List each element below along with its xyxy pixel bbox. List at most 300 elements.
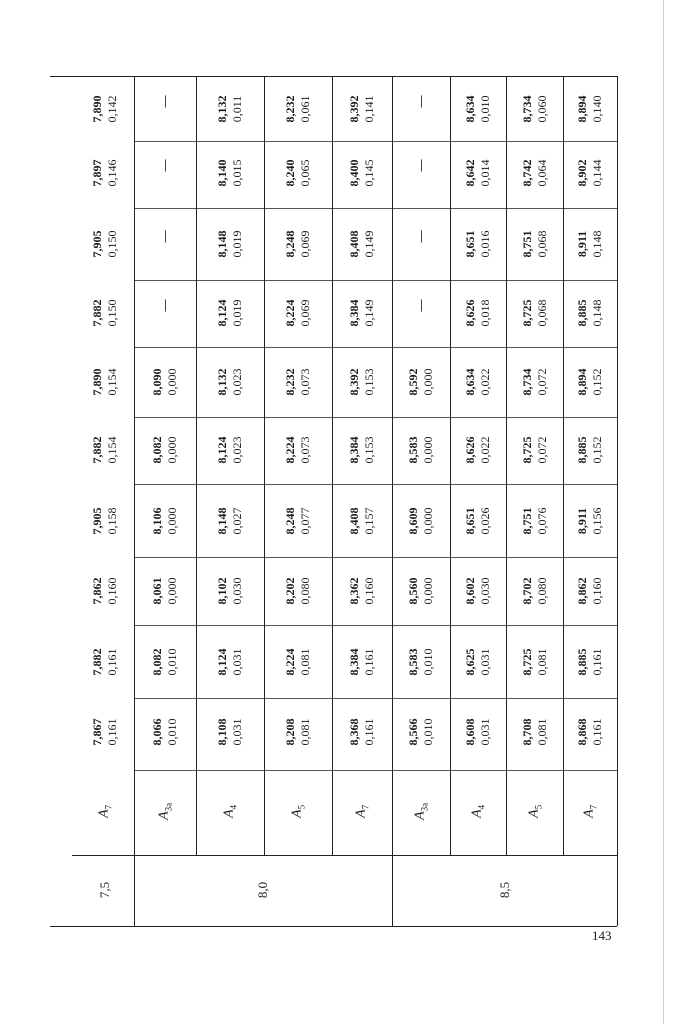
cell-primary-value: 8,609 bbox=[406, 507, 420, 535]
cell-primary-value: 8,362 bbox=[347, 577, 361, 604]
table-cell bbox=[90, 711, 120, 753]
cell-primary-value: 7,882 bbox=[90, 648, 104, 676]
cell-primary-value: 8,392 bbox=[347, 368, 361, 396]
cell-secondary-value: 0,148 bbox=[590, 299, 604, 326]
group-value-label: 7,5 bbox=[97, 881, 112, 899]
cell-primary-value: 8,224 bbox=[283, 648, 297, 676]
cell-secondary-value: 0,068 bbox=[534, 299, 549, 326]
table-cell bbox=[575, 641, 605, 683]
cell-secondary-value: 0,022 bbox=[478, 436, 492, 464]
table-cell bbox=[215, 152, 245, 194]
table-cell bbox=[520, 223, 550, 265]
table-cell bbox=[283, 429, 313, 471]
table-cell bbox=[150, 641, 180, 683]
table-cell bbox=[414, 80, 429, 122]
cell-secondary-value: 0,027 bbox=[230, 507, 244, 535]
cell-primary-value: 8,725 bbox=[519, 436, 534, 464]
table-cell bbox=[406, 429, 436, 471]
cell-secondary-value: 0,072 bbox=[534, 436, 549, 464]
cell-primary-value: 8,082 bbox=[150, 648, 164, 676]
cell-primary-value: 8,106 bbox=[150, 507, 164, 535]
cell-primary-value: 8,232 bbox=[283, 368, 297, 396]
table-cell bbox=[150, 361, 180, 403]
cell-primary-value: 8,248 bbox=[283, 230, 297, 258]
cell-secondary-value: 0,000 bbox=[421, 368, 435, 396]
cell-secondary-value: 0,018 bbox=[478, 299, 492, 326]
cell-secondary-value: 0,073 bbox=[298, 368, 312, 396]
table-cell bbox=[406, 641, 436, 683]
table-cell bbox=[283, 223, 313, 265]
cell-primary-value: 8,240 bbox=[283, 159, 297, 187]
cell-primary-value: — bbox=[413, 299, 428, 311]
cell-secondary-value: 0,153 bbox=[362, 436, 376, 464]
cell-primary-value: 8,862 bbox=[575, 577, 589, 604]
cell-primary-value: 8,148 bbox=[215, 230, 229, 258]
cell-primary-value: 8,608 bbox=[463, 718, 477, 745]
table-cell bbox=[463, 292, 493, 334]
cell-secondary-value: 0,161 bbox=[362, 718, 376, 745]
cell-secondary-value: 0,145 bbox=[362, 159, 376, 187]
column-separator-rule bbox=[134, 557, 617, 558]
table-cell bbox=[90, 223, 120, 265]
row-separator-rule bbox=[332, 76, 333, 855]
cell-secondary-value: 0,019 bbox=[230, 299, 244, 326]
table-cell bbox=[575, 292, 605, 334]
table-cell bbox=[283, 152, 313, 194]
table-cell bbox=[158, 216, 173, 258]
cell-secondary-value: 0,030 bbox=[478, 577, 492, 604]
table-cell bbox=[520, 292, 550, 334]
cell-primary-value: 8,082 bbox=[150, 436, 164, 464]
group-value-label: 8,5 bbox=[496, 881, 512, 899]
table-cell bbox=[575, 429, 605, 471]
table-cell bbox=[150, 711, 180, 753]
cell-secondary-value: 0,000 bbox=[165, 577, 179, 604]
cell-secondary-value: 0,000 bbox=[421, 507, 435, 535]
row-symbol: $A_5$ bbox=[526, 804, 543, 818]
table-cell bbox=[283, 641, 313, 683]
table-right-rule bbox=[617, 76, 618, 926]
table-cell bbox=[150, 570, 180, 612]
cell-primary-value: 8,368 bbox=[347, 718, 361, 745]
cell-secondary-value: 0,157 bbox=[362, 507, 376, 535]
column-separator-rule bbox=[134, 417, 617, 418]
cell-primary-value: 8,708 bbox=[519, 718, 534, 745]
cell-primary-value: 8,634 bbox=[463, 95, 477, 122]
cell-primary-value: 8,066 bbox=[150, 718, 164, 745]
cell-secondary-value: 0,014 bbox=[478, 159, 492, 187]
cell-primary-value: 8,592 bbox=[406, 368, 420, 396]
cell-primary-value: — bbox=[157, 299, 172, 311]
cell-secondary-value: 0,072 bbox=[534, 368, 549, 396]
cell-primary-value: 8,124 bbox=[215, 436, 229, 464]
table-cell bbox=[90, 88, 120, 130]
cell-primary-value: 8,408 bbox=[347, 507, 361, 535]
table-cell bbox=[347, 500, 377, 542]
row-symbol: $A_7$ bbox=[96, 804, 114, 818]
table-cell bbox=[90, 152, 120, 194]
cell-secondary-value: 0,150 bbox=[105, 230, 119, 258]
table-cell bbox=[463, 641, 493, 683]
cell-secondary-value: 0,148 bbox=[590, 230, 604, 258]
group-value-label: 8,0 bbox=[255, 881, 270, 899]
cell-primary-value: 8,583 bbox=[406, 436, 420, 464]
cell-primary-value: 8,902 bbox=[575, 159, 589, 187]
cell-secondary-value: 0,030 bbox=[230, 577, 244, 604]
cell-primary-value: — bbox=[413, 95, 428, 107]
table-cell bbox=[158, 145, 173, 187]
cell-secondary-value: 0,080 bbox=[534, 577, 549, 604]
cell-primary-value: 8,108 bbox=[215, 718, 229, 745]
cell-secondary-value: 0,010 bbox=[478, 95, 492, 122]
cell-primary-value: 8,124 bbox=[215, 648, 229, 676]
table-cell bbox=[463, 152, 493, 194]
table-cell bbox=[575, 711, 605, 753]
cell-secondary-value: 0,069 bbox=[298, 230, 312, 258]
cell-primary-value: 8,702 bbox=[519, 577, 534, 604]
cell-primary-value: 8,885 bbox=[575, 648, 589, 676]
row-symbol: $A_4$ bbox=[221, 804, 239, 818]
cell-primary-value: 8,148 bbox=[215, 507, 229, 535]
table-cell bbox=[414, 216, 429, 258]
cell-secondary-value: 0,161 bbox=[362, 648, 376, 676]
cell-primary-value: 8,625 bbox=[463, 648, 477, 676]
table-cell bbox=[215, 292, 245, 334]
cell-secondary-value: 0,153 bbox=[362, 368, 376, 396]
cell-primary-value: 8,392 bbox=[347, 95, 361, 122]
cell-primary-value: 7,890 bbox=[90, 95, 104, 122]
cell-primary-value: 8,885 bbox=[575, 436, 589, 464]
cell-primary-value: 8,102 bbox=[215, 577, 229, 604]
cell-secondary-value: 0,161 bbox=[105, 718, 119, 745]
table-cell bbox=[283, 711, 313, 753]
cell-primary-value: 8,602 bbox=[463, 577, 477, 604]
cell-secondary-value: 0,061 bbox=[298, 95, 312, 122]
table-cell bbox=[347, 223, 377, 265]
row-separator-rule bbox=[563, 76, 564, 855]
cell-primary-value: 8,090 bbox=[150, 368, 164, 396]
table-cell bbox=[283, 500, 313, 542]
cell-primary-value: — bbox=[157, 159, 172, 172]
table-cell bbox=[283, 88, 313, 130]
cell-secondary-value: 0,073 bbox=[298, 436, 312, 464]
cell-secondary-value: 0,081 bbox=[298, 718, 312, 745]
column-separator-rule bbox=[134, 280, 617, 281]
cell-primary-value: 8,725 bbox=[519, 648, 534, 676]
table-cell bbox=[283, 570, 313, 612]
table-cell bbox=[215, 361, 245, 403]
page-number: 143 bbox=[592, 928, 612, 943]
table-cell bbox=[215, 500, 245, 542]
cell-secondary-value: 0,081 bbox=[534, 718, 549, 745]
cell-secondary-value: 0,077 bbox=[298, 507, 312, 535]
cell-primary-value: — bbox=[413, 159, 428, 172]
row-symbol: $A_7$ bbox=[353, 804, 371, 818]
table-cell bbox=[520, 500, 550, 542]
table-cell bbox=[215, 429, 245, 471]
cell-secondary-value: 0,141 bbox=[362, 95, 376, 122]
table-cell bbox=[463, 88, 493, 130]
cell-secondary-value: 0,010 bbox=[165, 648, 179, 676]
cell-secondary-value: 0,150 bbox=[105, 299, 119, 326]
cell-secondary-value: 0,069 bbox=[298, 299, 312, 326]
table-cell bbox=[575, 570, 605, 612]
table-cell bbox=[347, 152, 377, 194]
cell-secondary-value: 0,068 bbox=[534, 230, 549, 258]
cell-primary-value: 8,885 bbox=[575, 299, 589, 326]
cell-secondary-value: 0,152 bbox=[590, 368, 604, 396]
column-separator-rule bbox=[134, 625, 617, 626]
cell-secondary-value: 0,065 bbox=[298, 159, 312, 187]
cell-primary-value: 8,583 bbox=[406, 648, 420, 676]
table-cell bbox=[215, 570, 245, 612]
cell-secondary-value: 0,000 bbox=[165, 368, 179, 396]
cell-primary-value: 8,384 bbox=[347, 299, 361, 326]
cell-secondary-value: 0,144 bbox=[590, 159, 604, 187]
cell-primary-value: 8,132 bbox=[215, 368, 229, 396]
cell-secondary-value: 0,000 bbox=[421, 436, 435, 464]
cell-secondary-value: 0,154 bbox=[105, 368, 119, 396]
cell-primary-value: 8,894 bbox=[575, 368, 589, 396]
cell-primary-value: 8,742 bbox=[519, 159, 534, 187]
cell-secondary-value: 0,000 bbox=[421, 577, 435, 604]
cell-secondary-value: 0,022 bbox=[478, 368, 492, 396]
table-cell bbox=[575, 223, 605, 265]
table-cell bbox=[347, 711, 377, 753]
table-cell bbox=[463, 361, 493, 403]
symbol-column-rule bbox=[134, 770, 617, 771]
table-cell bbox=[90, 292, 120, 334]
page-edge-shadow bbox=[663, 0, 664, 1024]
table-cell bbox=[414, 145, 429, 187]
cell-primary-value: 8,224 bbox=[283, 436, 297, 464]
column-separator-rule bbox=[134, 208, 617, 209]
table-cell bbox=[463, 429, 493, 471]
cell-secondary-value: 0,081 bbox=[534, 648, 549, 676]
cell-secondary-value: 0,000 bbox=[165, 436, 179, 464]
cell-secondary-value: 0,156 bbox=[590, 507, 604, 535]
cell-primary-value: — bbox=[157, 95, 172, 107]
cell-secondary-value: 0,160 bbox=[362, 577, 376, 604]
cell-secondary-value: 0,081 bbox=[298, 648, 312, 676]
cell-secondary-value: 0,080 bbox=[298, 577, 312, 604]
table-cell bbox=[347, 570, 377, 612]
table-cell bbox=[520, 429, 550, 471]
table-cell bbox=[215, 641, 245, 683]
cell-primary-value: 8,868 bbox=[575, 718, 589, 745]
table-cell bbox=[575, 361, 605, 403]
cell-primary-value: 8,232 bbox=[283, 95, 297, 122]
table-cell bbox=[347, 361, 377, 403]
cell-primary-value: 8,911 bbox=[575, 230, 589, 258]
cell-secondary-value: 0,160 bbox=[105, 577, 119, 604]
table-cell bbox=[520, 711, 550, 753]
cell-primary-value: 8,634 bbox=[463, 368, 477, 396]
cell-secondary-value: 0,060 bbox=[534, 95, 549, 122]
cell-secondary-value: 0,154 bbox=[105, 436, 119, 464]
table-cell bbox=[520, 152, 550, 194]
table-cell bbox=[90, 429, 120, 471]
cell-primary-value: 8,894 bbox=[575, 95, 589, 122]
cell-secondary-value: 0,023 bbox=[230, 368, 244, 396]
column-separator-rule bbox=[134, 141, 617, 142]
table-top-rule bbox=[50, 76, 617, 77]
table-cell bbox=[90, 500, 120, 542]
row-separator-rule bbox=[506, 76, 507, 855]
row-symbol: $A_{3a}$ bbox=[412, 802, 430, 820]
table-cell bbox=[520, 88, 550, 130]
cell-secondary-value: 0,160 bbox=[590, 577, 604, 604]
header-separator-rule bbox=[72, 855, 617, 856]
column-separator-rule bbox=[134, 484, 617, 485]
cell-primary-value: 7,882 bbox=[90, 299, 104, 326]
table-cell bbox=[283, 292, 313, 334]
table-cell bbox=[90, 361, 120, 403]
cell-secondary-value: 0,023 bbox=[230, 436, 244, 464]
cell-primary-value: 8,224 bbox=[283, 299, 297, 326]
table-cell bbox=[150, 500, 180, 542]
cell-secondary-value: 0,000 bbox=[165, 507, 179, 535]
table-cell bbox=[463, 223, 493, 265]
cell-secondary-value: 0,031 bbox=[478, 648, 492, 676]
cell-secondary-value: 0,158 bbox=[105, 507, 119, 535]
table-cell bbox=[347, 641, 377, 683]
table-cell bbox=[575, 500, 605, 542]
cell-primary-value: — bbox=[157, 230, 172, 243]
column-separator-rule bbox=[134, 698, 617, 699]
cell-primary-value: 8,725 bbox=[519, 299, 534, 326]
cell-secondary-value: 0,010 bbox=[421, 648, 435, 676]
cell-primary-value: 7,867 bbox=[90, 718, 104, 745]
cell-secondary-value: 0,031 bbox=[478, 718, 492, 745]
cell-primary-value: 8,400 bbox=[347, 159, 361, 187]
table-cell bbox=[215, 223, 245, 265]
table-cell bbox=[463, 570, 493, 612]
cell-secondary-value: 0,031 bbox=[230, 648, 244, 676]
table-cell bbox=[520, 641, 550, 683]
cell-secondary-value: 0,010 bbox=[421, 718, 435, 745]
cell-secondary-value: 0,011 bbox=[230, 95, 244, 122]
cell-secondary-value: 0,010 bbox=[165, 718, 179, 745]
cell-primary-value: 8,202 bbox=[283, 577, 297, 604]
cell-primary-value: 8,642 bbox=[463, 159, 477, 187]
cell-primary-value: 8,132 bbox=[215, 95, 229, 122]
table-cell bbox=[150, 429, 180, 471]
table-cell bbox=[90, 641, 120, 683]
table-cell bbox=[463, 711, 493, 753]
cell-secondary-value: 0,140 bbox=[590, 95, 604, 122]
cell-secondary-value: 0,152 bbox=[590, 436, 604, 464]
cell-primary-value: 8,651 bbox=[463, 507, 477, 535]
table-cell bbox=[347, 292, 377, 334]
column-separator-rule bbox=[134, 347, 617, 348]
cell-primary-value: 7,905 bbox=[90, 230, 104, 258]
cell-primary-value: 8,061 bbox=[150, 577, 164, 604]
row-symbol: $A_7$ bbox=[581, 804, 599, 818]
cell-primary-value: 8,208 bbox=[283, 718, 297, 745]
table-cell bbox=[463, 500, 493, 542]
cell-primary-value: 8,734 bbox=[519, 368, 534, 396]
table-cell bbox=[347, 429, 377, 471]
table-cell bbox=[406, 711, 436, 753]
table-cell bbox=[575, 88, 605, 130]
table-cell bbox=[575, 152, 605, 194]
cell-primary-value: 8,124 bbox=[215, 299, 229, 326]
cell-secondary-value: 0,064 bbox=[534, 159, 549, 187]
table-cell bbox=[406, 500, 436, 542]
cell-secondary-value: 0,161 bbox=[590, 718, 604, 745]
row-separator-rule bbox=[134, 76, 135, 855]
table-cell bbox=[283, 361, 313, 403]
cell-primary-value: — bbox=[413, 230, 428, 243]
cell-primary-value: 8,651 bbox=[463, 230, 477, 258]
cell-primary-value: 8,911 bbox=[575, 507, 589, 535]
cell-primary-value: 7,897 bbox=[90, 159, 104, 187]
row-symbol: $A_5$ bbox=[289, 804, 307, 818]
cell-secondary-value: 0,161 bbox=[590, 648, 604, 676]
group-separator-rule bbox=[134, 855, 135, 926]
cell-primary-value: 8,626 bbox=[463, 299, 477, 326]
cell-secondary-value: 0,161 bbox=[105, 648, 119, 676]
table-cell bbox=[158, 80, 173, 122]
table-cell bbox=[158, 284, 173, 326]
cell-primary-value: 8,734 bbox=[519, 95, 534, 122]
table-cell bbox=[90, 570, 120, 612]
row-separator-rule bbox=[264, 76, 265, 855]
cell-secondary-value: 0,142 bbox=[105, 95, 119, 122]
cell-secondary-value: 0,146 bbox=[105, 159, 119, 187]
cell-primary-value: 8,626 bbox=[463, 436, 477, 464]
table-cell bbox=[414, 284, 429, 326]
row-symbol: $A_{3a}$ bbox=[156, 802, 174, 820]
row-separator-rule bbox=[450, 76, 451, 855]
cell-secondary-value: 0,031 bbox=[230, 718, 244, 745]
cell-primary-value: 8,751 bbox=[519, 507, 534, 535]
table-cell bbox=[215, 711, 245, 753]
cell-primary-value: 8,384 bbox=[347, 436, 361, 464]
table-cell bbox=[520, 570, 550, 612]
cell-secondary-value: 0,019 bbox=[230, 230, 244, 258]
cell-secondary-value: 0,026 bbox=[478, 507, 492, 535]
cell-secondary-value: 0,015 bbox=[230, 159, 244, 187]
cell-secondary-value: 0,149 bbox=[362, 299, 376, 326]
cell-secondary-value: 0,149 bbox=[362, 230, 376, 258]
cell-secondary-value: 0,016 bbox=[478, 230, 492, 258]
cell-primary-value: 8,560 bbox=[406, 577, 420, 604]
cell-primary-value: 7,862 bbox=[90, 577, 104, 604]
table-cell bbox=[520, 361, 550, 403]
cell-primary-value: 8,566 bbox=[406, 718, 420, 745]
table-cell bbox=[406, 361, 436, 403]
cell-primary-value: 8,140 bbox=[215, 159, 229, 187]
row-separator-rule bbox=[196, 76, 197, 855]
cell-primary-value: 8,751 bbox=[519, 230, 534, 258]
cell-primary-value: 8,384 bbox=[347, 648, 361, 676]
cell-primary-value: 7,905 bbox=[90, 507, 104, 535]
row-separator-rule bbox=[392, 76, 393, 855]
table-bottom-rule bbox=[50, 926, 617, 927]
cell-primary-value: 8,408 bbox=[347, 230, 361, 258]
table-cell bbox=[215, 88, 245, 130]
table-cell bbox=[406, 570, 436, 612]
cell-secondary-value: 0,076 bbox=[534, 507, 549, 535]
cell-primary-value: 7,882 bbox=[90, 436, 104, 464]
table-cell bbox=[347, 88, 377, 130]
cell-primary-value: 8,248 bbox=[283, 507, 297, 535]
cell-primary-value: 7,890 bbox=[90, 368, 104, 396]
group-separator-rule bbox=[392, 855, 393, 926]
row-symbol: $A_4$ bbox=[469, 804, 487, 818]
